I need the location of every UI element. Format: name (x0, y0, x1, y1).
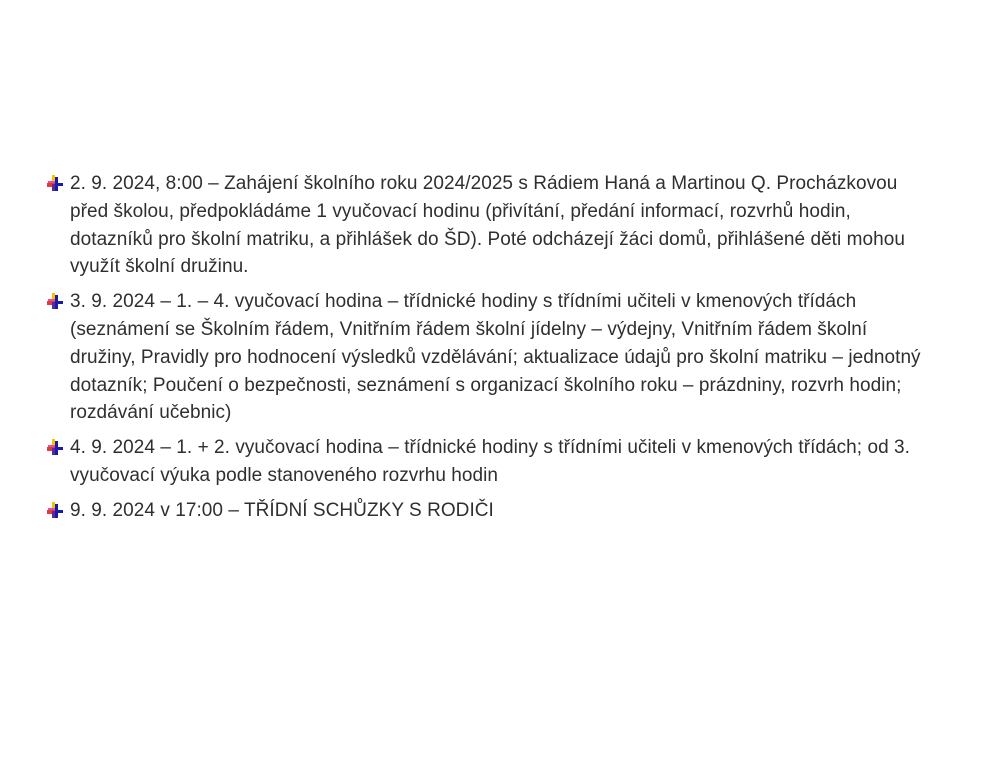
colored-plus-bullet-icon (46, 175, 64, 193)
list-item (70, 434, 930, 490)
event-text: 9. 9. 2024 v 17:00 – TŘÍDNÍ SCHŮZKY S RODIČI (70, 499, 494, 521)
colored-plus-bullet-icon (46, 293, 64, 311)
event-text: 4. 9. 2024 – 1. + 2. vyučovací hodina – třídnické hodiny s třídními učiteli v kmenových třídách; od 3. vyučovací výuka podle stanoveného rozvrhu hodin (70, 437, 910, 486)
colored-plus-bullet-icon (46, 502, 64, 520)
event-text: 2. 9. 2024, 8:00 – Zahájení školního roku 2024/2025 s Rádiem Haná a Martinou Q. Procházkovou před školou, předpokládáme 1 vyučovací hodinu (přivítání, předání informací, rozvrhů hodin, dotazníků pro školní matriku, a přihlášek do ŠD). Poté odcházejí žáci domů, přihlášené děti mohou využít školní družinu. (70, 173, 905, 278)
colored-plus-bullet-icon (46, 439, 64, 457)
event-list-section (0, 170, 999, 532)
list-item (70, 170, 930, 281)
list-item (70, 497, 930, 525)
event-text: 3. 9. 2024 – 1. – 4. vyučovací hodina – třídnické hodiny s třídními učiteli v kmenových třídách (seznámení se Školním řádem, Vnitřním řádem školní jídelny – výdejny, Vnitřním řádem školní družiny, Pravidly pro hodnocení výsledků vzdělávání; aktualizace údajů pro školní matriku – jednotný dotazník; Poučení o bezpečnosti, seznámení s organizací školního roku – prázdniny, rozvrh hodin; rozdávání učebnic) (70, 291, 921, 424)
list-item (70, 288, 930, 427)
event-list (0, 170, 930, 525)
